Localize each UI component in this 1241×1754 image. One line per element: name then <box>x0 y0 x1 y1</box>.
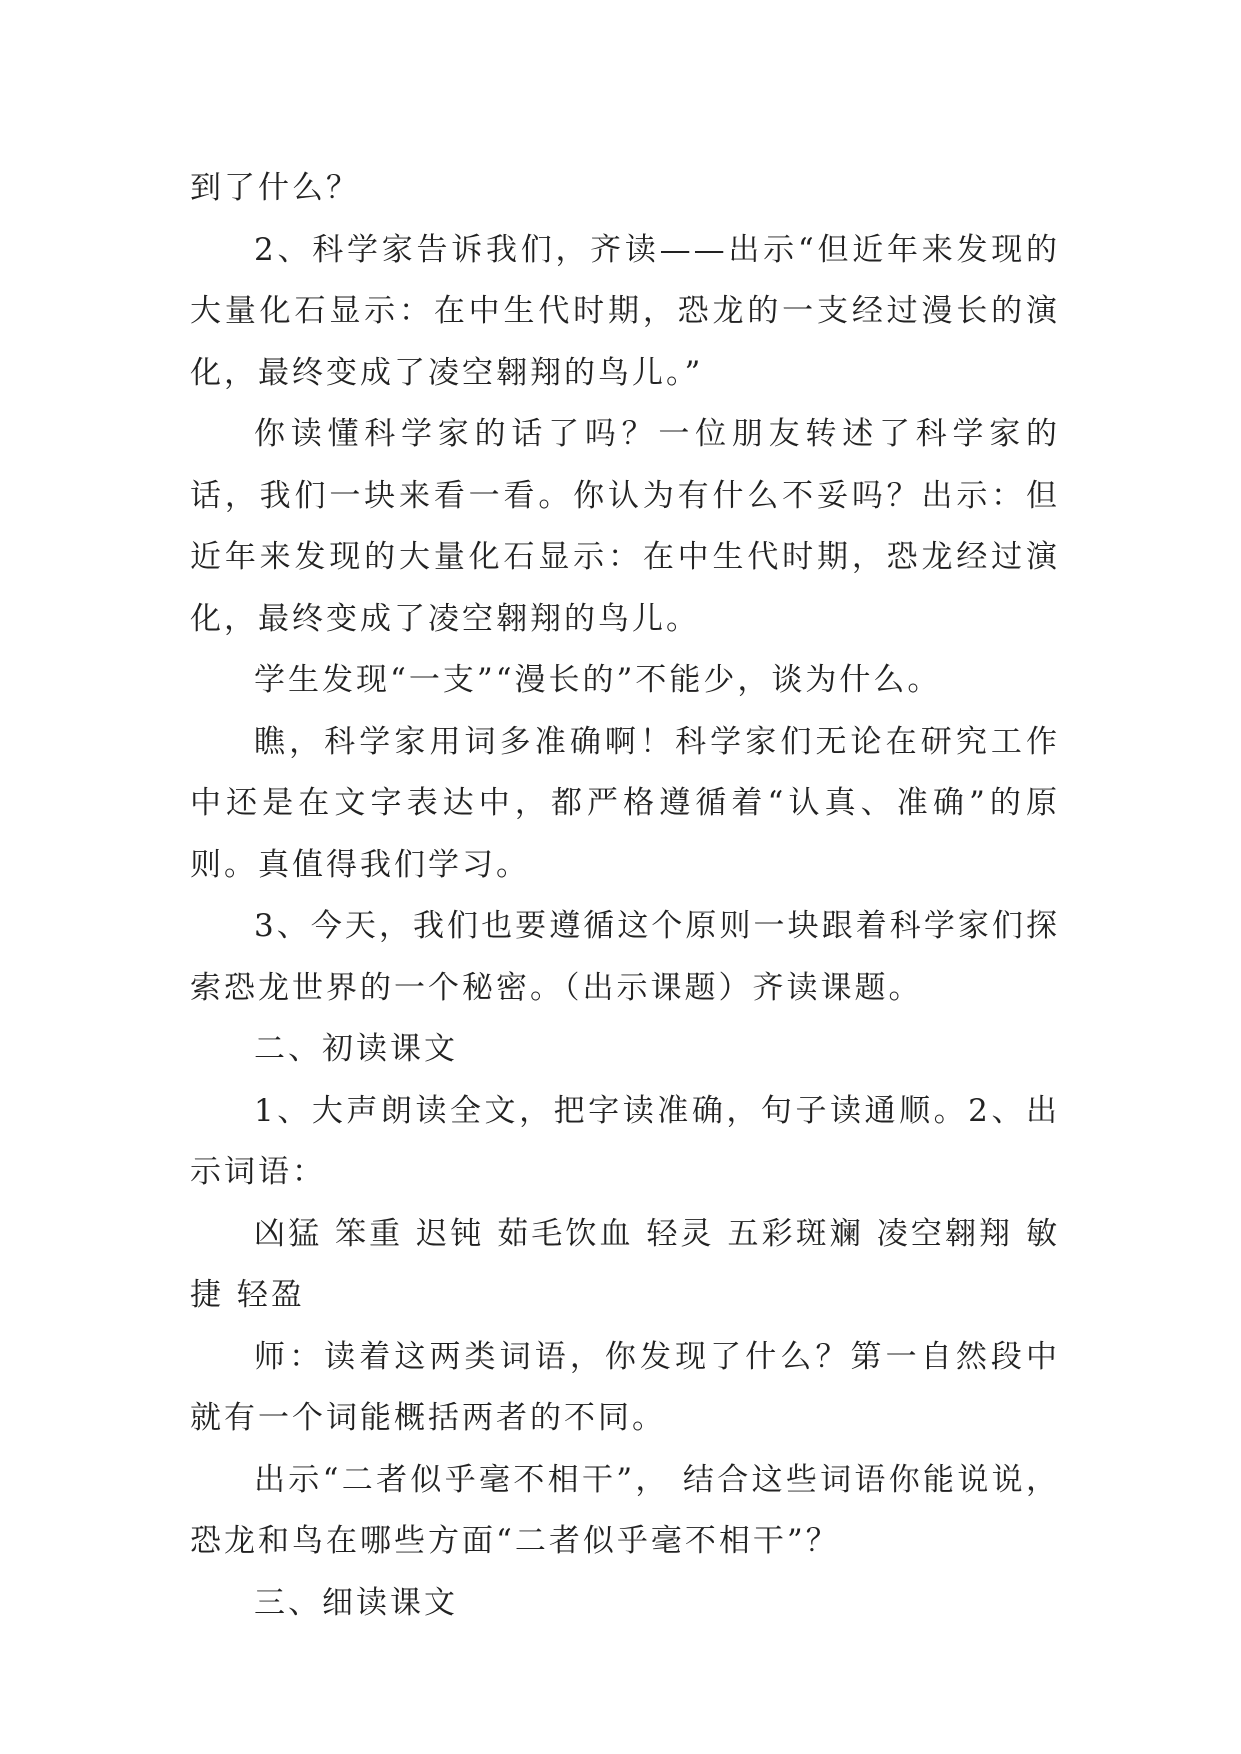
paragraph-friend-retelling: 你读懂科学家的话了吗？一位朋友转述了科学家的话，我们一块来看一看。你认为有什么不妥吗？出示：但近年来发现的大量化石显示：在中生代时期，恐龙经过演化，最终变成了凌空翱翔的鸟儿。 <box>190 416 1060 637</box>
section-heading-first-reading: 二、初读课文 <box>254 1031 458 1067</box>
paragraph-teacher-question: 师：读着这两类词语，你发现了什么？第一自然段中就有一个词能概括两者的不同。 <box>190 1338 1060 1436</box>
paragraph-accuracy-principle: 瞧，科学家用词多准确啊！科学家们无论在研究工作中还是在文字表达中，都严格遵循着“认真、准确”的原则。真值得我们学习。 <box>190 723 1060 883</box>
section-heading-close-reading: 三、细读课文 <box>254 1584 458 1621</box>
document-body <box>190 158 1060 1634</box>
paragraph-continuation: 到了什么？ <box>190 170 360 206</box>
paragraph-scientist-quote: 2、科学家告诉我们，齐读——出示“但近年来发现的大量化石显示：在中生代时期，恐龙的一支经过漫长的演化，最终变成了凌空翱翔的鸟儿。” <box>190 231 1060 391</box>
paragraph-unrelated-phrase: 出示“二者似乎毫不相干”， 结合这些词语你能说说，恐龙和鸟在哪些方面“二者似乎毫不相干”？ <box>190 1461 1060 1559</box>
paragraph-read-aloud: 1、大声朗读全文，把字读准确，句子读通顺。2、出示词语： <box>190 1092 1060 1190</box>
paragraph-vocabulary-list: 凶猛 笨重 迟钝 茹毛饮血 轻灵 五彩斑斓 凌空翱翔 敏捷 轻盈 <box>190 1215 1060 1313</box>
paragraph-lesson-intro: 3、今天，我们也要遵循这个原则一块跟着科学家们探索恐龙世界的一个秘密。（出示课题）齐读课题。 <box>190 908 1060 1006</box>
paragraph-student-discovery: 学生发现“一支”“漫长的”不能少，谈为什么。 <box>254 662 942 698</box>
